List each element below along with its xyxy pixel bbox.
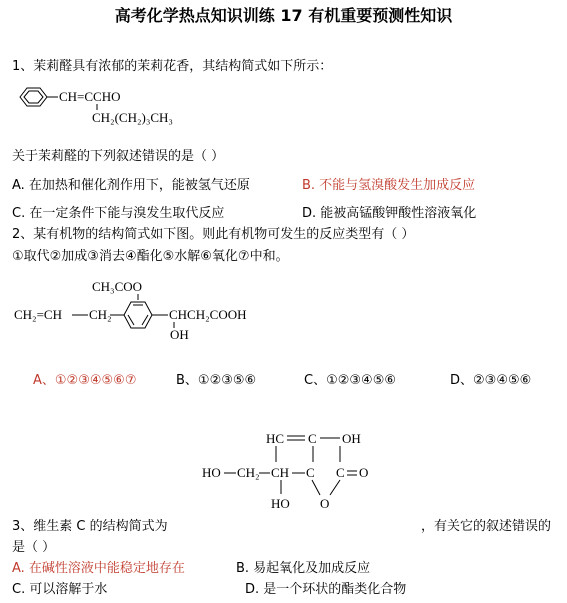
q3-stem-left: 3、维生素 C 的结构简式为 bbox=[12, 519, 168, 534]
q3-option-d[interactable]: D. 是一个环状的酯类化合物 bbox=[245, 582, 407, 597]
q3-carbonyl-c-text: C bbox=[336, 465, 345, 480]
q1-stem: 1、茉莉醛具有浓郁的茉莉花香，其结构简式如下所示： bbox=[12, 59, 333, 74]
q1-chain-text: CH=CCHO bbox=[59, 89, 121, 104]
q2-option-c[interactable]: C、①②③④⑤⑥ bbox=[304, 373, 397, 388]
q2-ester-text: CH₃COO bbox=[92, 279, 143, 294]
q1-question: 关于茉莉醛的下列叙述错误的是（ ） bbox=[12, 149, 225, 164]
q3-ch2-text: CH₂ bbox=[237, 465, 260, 480]
q1-option-c[interactable]: C. 在一定条件下能与溴发生取代反应 bbox=[12, 206, 225, 221]
q2-link-text: CH₂ bbox=[89, 307, 112, 322]
q2-benzene-ring bbox=[124, 302, 152, 328]
q3-option-c[interactable]: C. 可以溶解于水 bbox=[12, 582, 108, 597]
q1-option-d[interactable]: D. 能被高锰酸钾酸性溶液氧化 bbox=[302, 206, 477, 221]
q3-ring-o-text: O bbox=[320, 496, 330, 511]
q2-option-b[interactable]: B、①②③⑤⑥ bbox=[176, 373, 257, 388]
q3-option-b[interactable]: B. 易起氧化及加成反应 bbox=[236, 561, 371, 576]
q3-carbonyl-o-text: O bbox=[359, 465, 369, 480]
q2-side-text: CHCH₂COOH bbox=[169, 307, 247, 322]
q3-left-ho-text: HO bbox=[202, 465, 221, 480]
q3-top-c-text: C bbox=[308, 431, 317, 446]
q1-branch-text: CH₂(CH₂)₃CH₃ bbox=[92, 110, 173, 125]
q3-option-a[interactable]: A. 在碱性溶液中能稳定地存在 bbox=[12, 561, 185, 576]
q3-stem-right: ，有关它的叙述错误的 bbox=[421, 519, 552, 534]
q2-option-d[interactable]: D、②③④⑤⑥ bbox=[450, 373, 532, 388]
q2-reactions: ①取代②加成③消去④酯化⑤水解⑥氧化⑦中和。 bbox=[12, 249, 289, 264]
q2-stem: 2、某有机物的结构简式如下图。则此有机物可发生的反应类型有（ ） bbox=[12, 227, 415, 242]
q2-option-a[interactable]: A、①②③④⑤⑥⑦ bbox=[33, 373, 137, 388]
q3-ch-text: CH bbox=[271, 465, 290, 480]
q2-oh-text: OH bbox=[170, 327, 189, 342]
q2-vinyl-text: CH₂=CH bbox=[14, 307, 62, 322]
q3-bottom-ho-text: HO bbox=[271, 496, 290, 511]
page-title: 高考化学热点知识训练 17 有机重要预测性知识 bbox=[114, 6, 453, 25]
q1-benzene-ring bbox=[20, 88, 47, 106]
q3-top-oh-text: OH bbox=[342, 431, 361, 446]
q3-hc-text: HC bbox=[266, 431, 285, 446]
q1-option-b[interactable]: B. 不能与氢溴酸发生加成反应 bbox=[302, 178, 476, 193]
q3-stem-cont: 是（ ） bbox=[12, 540, 56, 555]
q3-ring-c-text: C bbox=[306, 465, 315, 480]
q1-option-a[interactable]: A. 在加热和催化剂作用下，能被氢气还原 bbox=[12, 178, 250, 193]
